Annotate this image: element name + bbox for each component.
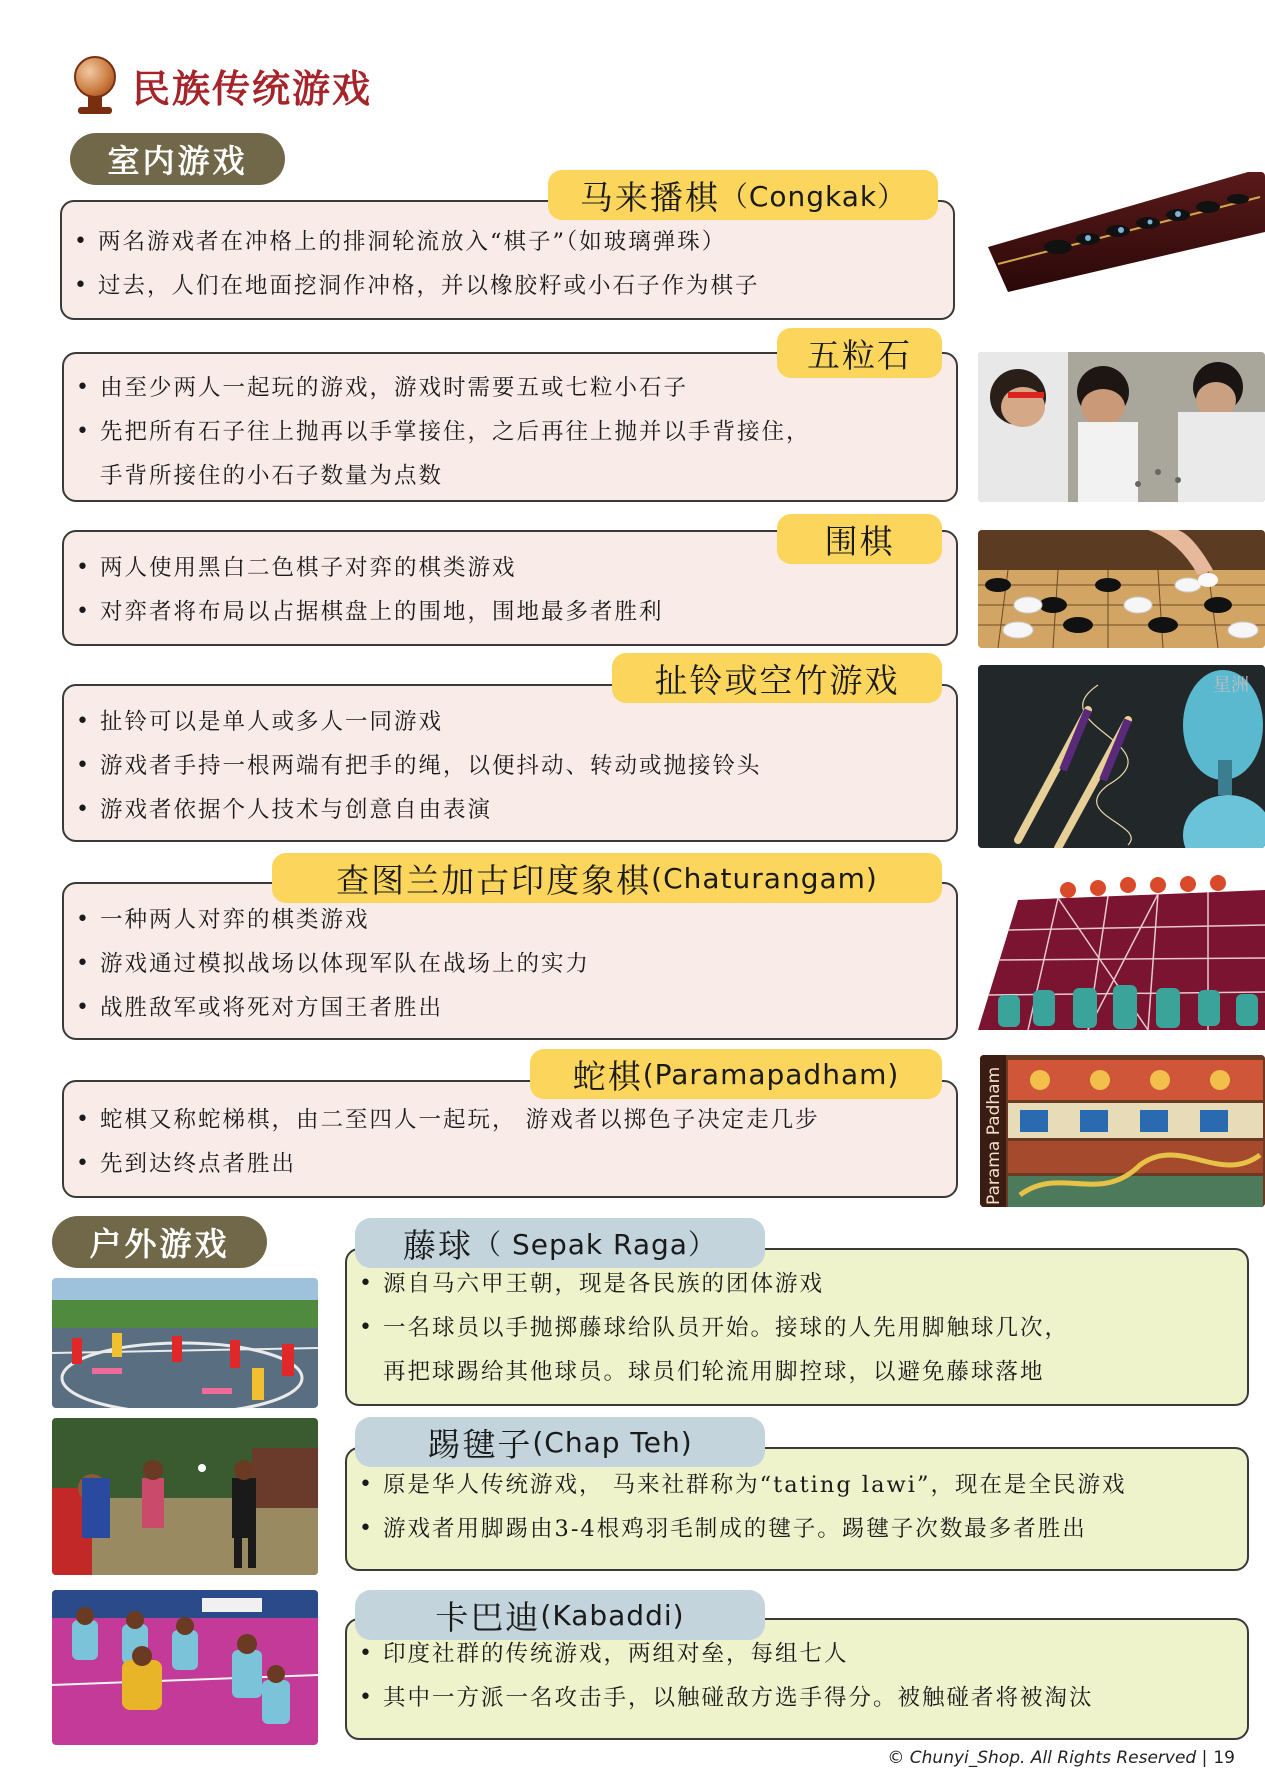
congkak-photo	[978, 172, 1265, 322]
go-photo	[978, 530, 1265, 648]
list-item: • 先把所有石子往上抛再以手掌接住，之后再往上抛并以手背接住， 手背所接住的小石子数量为点数	[64, 410, 956, 498]
sepak-raga-photo	[52, 1278, 318, 1408]
section-label-indoor: 室内游戏	[70, 133, 285, 185]
game-card-sepak-raga	[345, 1248, 1249, 1406]
snakes-caption: Parama Padham	[984, 1066, 1004, 1205]
game-title-text: 五粒石	[807, 335, 912, 375]
game-title-latin: （ Sepak Raga）	[473, 1228, 717, 1261]
game-title-latin: (Paramapadham)	[642, 1057, 900, 1091]
chap-teh-photo	[52, 1418, 318, 1575]
list-item: • 游戏通过模拟战场以体现军队在战场上的实力	[64, 942, 956, 986]
page-number: 19	[1213, 1748, 1235, 1768]
game-title-chap-teh	[355, 1417, 765, 1467]
list-item: • 游戏者依据个人技术与创意自由表演	[64, 788, 956, 832]
game-card-diabolo	[62, 684, 958, 842]
copyright-text: © Chunyi_Shop. All Rights Reserved |	[887, 1748, 1208, 1768]
game-title-latin: (Chaturangam)	[651, 861, 878, 895]
chaturangam-photo	[978, 870, 1265, 1040]
list-item: • 战胜敌军或将死对方国王者胜出	[64, 986, 956, 1030]
game-card-chaturangam	[62, 882, 958, 1040]
list-item: • 一种两人对弈的棋类游戏	[64, 898, 956, 942]
list-item: • 印度社群的传统游戏，两组对垒，每组七人	[347, 1632, 1247, 1676]
game-title-text: 查图兰加古印度象棋	[336, 860, 652, 900]
game-title-text: 马来播棋	[579, 177, 720, 217]
paramapadham-photo	[980, 1055, 1265, 1207]
game-title-text: 踢毽子	[427, 1424, 533, 1464]
list-item: • 源自马六甲王朝，现是各民族的团体游戏	[347, 1262, 1247, 1306]
game-title-congkak	[548, 170, 938, 220]
list-item: • 游戏者用脚踢由3-4根鸡羽毛制成的毽子。踢毽子次数最多者胜出	[347, 1507, 1247, 1551]
list-item: • 过去，人们在地面挖洞作冲格，并以橡胶籽或小石子作为棋子	[62, 264, 953, 308]
list-item: • 游戏者手持一根两端有把手的绳，以便抖动、转动或抛接铃头	[64, 744, 956, 788]
page-title: 民族传统游戏	[132, 66, 373, 111]
game-title-five-stones	[777, 328, 942, 378]
list-item: • 两名游戏者在冲格上的排洞轮流放入“棋子”（如玻璃弹珠）	[62, 220, 953, 264]
list-item: • 对弈者将布局以占据棋盘上的围地，围地最多者胜利	[64, 590, 956, 634]
footer	[887, 1748, 1235, 1768]
diabolo-photo	[978, 665, 1265, 848]
list-item: • 两人使用黑白二色棋子对弈的棋类游戏	[64, 546, 956, 590]
game-title-diabolo	[612, 653, 942, 703]
game-title-chaturangam	[272, 853, 942, 903]
list-item: • 原是华人传统游戏， 马来社群称为“tating lawi”，现在是全民游戏	[347, 1463, 1247, 1507]
list-item: • 扯铃可以是单人或多人一同游戏	[64, 700, 956, 744]
section-label-outdoor: 户外游戏	[52, 1216, 267, 1268]
page-header	[70, 50, 372, 120]
game-title-latin: （Congkak）	[719, 180, 907, 213]
game-title-text: 围棋	[824, 521, 895, 561]
list-item: • 一名球员以手抛掷藤球给队员开始。接球的人先用脚触球几次， 再把球踢给其他球员。球员们轮流用脚控球，以避免藤球落地	[347, 1306, 1247, 1394]
game-title-text: 蛇棋	[572, 1056, 643, 1096]
list-item: • 由至少两人一起玩的游戏，游戏时需要五或七粒小石子	[64, 366, 956, 410]
list-item: • 先到达终点者胜出	[64, 1142, 956, 1186]
game-title-latin: (Kabaddi)	[540, 1598, 685, 1632]
five-stones-photo	[978, 352, 1265, 502]
list-item: • 蛇棋又称蛇梯棋，由二至四人一起玩， 游戏者以掷色子决定走几步	[64, 1098, 956, 1142]
list-item: • 其中一方派一名攻击手，以触碰敌方选手得分。被触碰者将被淘汰	[347, 1676, 1247, 1720]
game-title-latin: (Chap Teh)	[532, 1425, 693, 1459]
game-title-text: 卡巴迪	[435, 1597, 541, 1637]
game-title-kabaddi	[355, 1590, 765, 1640]
watermark-text: 星洲	[1213, 675, 1249, 696]
kabaddi-photo	[52, 1590, 318, 1745]
game-title-paramapadham	[530, 1049, 942, 1099]
game-title-sepak-raga	[355, 1218, 765, 1268]
game-title-text: 扯铃或空竹游戏	[654, 660, 900, 700]
globe-icon	[70, 54, 120, 116]
game-title-text: 藤球	[403, 1225, 474, 1265]
game-title-go	[777, 514, 942, 564]
